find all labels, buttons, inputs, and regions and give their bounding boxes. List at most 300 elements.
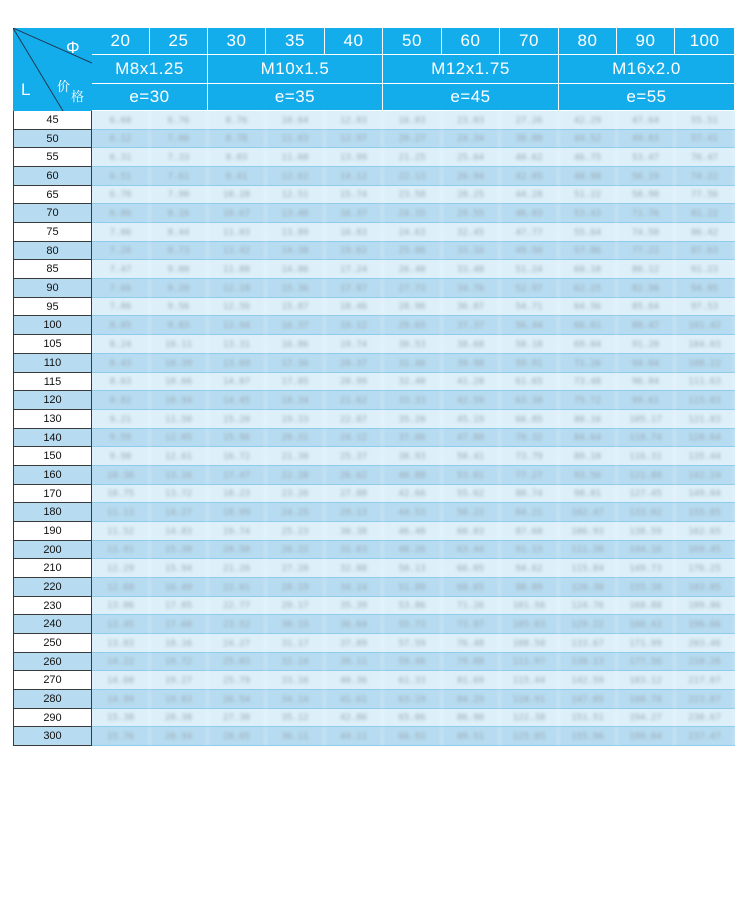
price-cell: 110.74 [617,429,675,447]
length-label: 200 [13,541,92,559]
price-cell: 9.59 [92,429,150,447]
length-label: 210 [13,559,92,578]
price-cell: 19.74 [208,522,266,541]
price-cell: 24.27 [208,634,266,653]
price-cell: 17.24 [325,260,383,279]
price-cell: 8.82 [92,391,150,410]
length-label: 95 [13,298,92,316]
price-cell: 63.44 [442,541,500,559]
price-cell: 26.40 [383,260,442,279]
price-cell: 28.25 [442,186,500,204]
e-value-header: e=55 [559,84,735,111]
price-cell: 39.98 [442,354,500,373]
price-cell: 84.21 [500,503,559,522]
price-cell: 94.62 [500,559,559,578]
price-cell: 16.37 [266,316,325,335]
price-cell: 115.84 [559,559,617,578]
price-cell: 28.19 [266,578,325,597]
price-cell: 70.32 [500,429,559,447]
price-cell: 16.37 [325,204,383,223]
length-label: 120 [13,391,92,410]
price-cell: 30.38 [325,522,383,541]
diameter-phi-symbol: Φ [66,38,80,57]
length-label: 80 [13,242,92,260]
price-cell: 124.76 [559,597,617,615]
price-cell: 17.05 [150,597,208,615]
price-cell: 138.13 [559,653,617,671]
price-cell: 18.16 [150,634,208,653]
price-cell: 14.60 [92,671,150,690]
price-cell: 14.45 [208,391,266,410]
length-label: 220 [13,578,92,597]
price-cell: 188.70 [617,690,675,709]
price-cell: 63.38 [500,391,559,410]
price-cell: 15.20 [208,410,266,429]
price-cell: 155.96 [559,727,617,746]
price-cell: 11.03 [208,223,266,242]
price-cell: 69.04 [559,335,617,354]
price-cell: 10.64 [266,111,325,130]
length-label: 160 [13,466,92,485]
price-cell: 15.74 [325,186,383,204]
price-cell: 11.50 [150,410,208,429]
price-cell: 9.21 [92,410,150,429]
price-cell: 7.61 [150,167,208,186]
price-cell: 84.64 [559,429,617,447]
price-cell: 22.28 [266,466,325,485]
price-cell: 40.62 [500,148,559,167]
price-cell: 48.26 [383,541,442,559]
length-label: 180 [13,503,92,522]
price-cell: 52.97 [500,279,559,298]
price-cell: 65.06 [383,709,442,727]
length-label: 280 [13,690,92,709]
price-cell: 138.59 [617,522,675,541]
price-cell: 16.86 [266,335,325,354]
price-cell: 73.87 [442,615,500,634]
price-cell: 27.88 [325,485,383,503]
price-cell: 55.62 [442,485,500,503]
length-label: 90 [13,279,92,298]
price-cell: 56.44 [500,316,559,335]
price-cell: 33.48 [442,260,500,279]
price-cell: 51.24 [500,260,559,279]
price-cell: 23.26 [266,485,325,503]
price-cell: 61.33 [383,671,442,690]
price-cell: 9.98 [92,447,150,466]
price-cell: 15.36 [266,279,325,298]
diameter-header: 20 [92,28,150,55]
price-cell: 94.85 [675,279,735,298]
price-cell: 133.02 [617,503,675,522]
price-cell: 19.27 [150,671,208,690]
price-cell: 23.52 [208,615,266,634]
price-cell: 8.16 [150,204,208,223]
price-cell: 53.01 [442,466,500,485]
price-cell: 37.37 [442,316,500,335]
price-cell: 196.66 [675,615,735,634]
price-cell: 176.25 [675,559,735,578]
price-cell: 24.35 [383,204,442,223]
price-cell: 147.05 [559,690,617,709]
price-cell: 20.99 [325,373,383,391]
price-cell: 8.76 [208,111,266,130]
price-cell: 57.86 [559,242,617,260]
price-cell: 7.06 [92,223,150,242]
price-cell: 210.26 [675,653,735,671]
price-cell: 28.96 [383,298,442,316]
price-cell: 68.65 [442,578,500,597]
price-label-char-2: 格 [71,89,85,104]
price-cell: 49.83 [617,130,675,148]
price-cell: 36.07 [442,298,500,316]
length-label: 270 [13,671,92,690]
price-cell: 77.56 [675,186,735,204]
price-cell: 115.44 [500,671,559,690]
price-cell: 76.48 [442,634,500,653]
price-cell: 6.51 [92,167,150,186]
price-cell: 8.78 [208,130,266,148]
price-cell: 155.30 [617,578,675,597]
price-cell: 24.12 [325,429,383,447]
price-cell: 18.34 [266,391,325,410]
price-cell: 80.74 [500,485,559,503]
price-cell: 98.09 [500,578,559,597]
price-cell: 21.26 [208,559,266,578]
price-table [13,28,735,746]
price-cell: 42.05 [500,167,559,186]
length-label: 110 [13,354,92,373]
price-cell: 27.73 [383,279,442,298]
price-cell: 91.15 [500,541,559,559]
price-cell: 102.47 [559,503,617,522]
price-cell: 12.18 [208,279,266,298]
price-cell: 12.03 [325,111,383,130]
price-cell: 71.76 [617,204,675,223]
price-cell: 35.20 [383,410,442,429]
diameter-header: 70 [500,28,559,55]
length-label: 140 [13,429,92,447]
price-cell: 19.33 [266,410,325,429]
price-cell: 11.91 [92,541,150,559]
price-cell: 199.84 [617,727,675,746]
price-cell: 14.99 [92,690,150,709]
price-cell: 10.11 [150,335,208,354]
e-value-header: e=30 [92,84,208,111]
price-cell: 13.83 [92,634,150,653]
price-cell: 169.45 [675,541,735,559]
price-cell: 82.90 [617,279,675,298]
price-cell: 16.03 [383,111,442,130]
price-cell: 11.03 [266,130,325,148]
price-cell: 32.40 [383,373,442,391]
price-cell: 6.70 [92,186,150,204]
price-cell: 151.51 [559,709,617,727]
price-cell: 81.22 [675,204,735,223]
price-cell: 15.96 [208,429,266,447]
price-cell: 111.63 [675,373,735,391]
price-cell: 98.01 [559,485,617,503]
price-cell: 108.50 [500,634,559,653]
price-cell: 73.48 [559,373,617,391]
price-cell: 18.23 [208,485,266,503]
price-cell: 166.43 [617,615,675,634]
price-cell: 19.12 [325,316,383,335]
price-cell: 115.03 [675,391,735,410]
price-cell: 23.58 [383,186,442,204]
price-cell: 33.16 [442,242,500,260]
price-cell: 8.44 [150,223,208,242]
price-cell: 46.75 [559,148,617,167]
price-cell: 20.50 [208,541,266,559]
price-cell: 86.42 [675,223,735,242]
price-cell: 58.18 [500,335,559,354]
price-cell: 9.00 [150,260,208,279]
price-cell: 11.60 [266,148,325,167]
price-cell: 7.06 [150,130,208,148]
price-cell: 7.47 [92,260,150,279]
price-cell: 6.12 [92,130,150,148]
price-cell: 125.85 [500,727,559,746]
price-cell: 144.16 [617,541,675,559]
price-cell: 16.49 [150,578,208,597]
price-cell: 39.11 [325,653,383,671]
price-cell: 9.28 [150,279,208,298]
price-cell: 17.85 [266,373,325,391]
price-cell: 13.45 [92,615,150,634]
price-cell: 64.56 [559,298,617,316]
price-cell: 12.62 [266,167,325,186]
price-cell: 75.72 [559,391,617,410]
price-cell: 20.27 [383,130,442,148]
price-cell: 20.31 [266,429,325,447]
price-cell: 42.59 [442,391,500,410]
length-label: 230 [13,597,92,615]
price-cell: 41.61 [325,690,383,709]
price-cell: 46.03 [500,204,559,223]
price-cell: 111.97 [500,653,559,671]
price-cell: 49.50 [500,242,559,260]
price-cell: 17.87 [325,279,383,298]
price-cell: 15.38 [150,541,208,559]
price-cell: 66.93 [383,727,442,746]
price-cell: 7.86 [92,298,150,316]
price-cell: 13.99 [325,148,383,167]
length-label: 130 [13,410,92,429]
price-cell: 20.37 [325,354,383,373]
price-cell: 7.33 [150,148,208,167]
diameter-header: 35 [266,28,325,55]
price-cell: 36.64 [325,615,383,634]
price-cell: 59.46 [383,653,442,671]
price-cell: 129.22 [559,615,617,634]
price-cell: 31.46 [383,354,442,373]
price-cell: 10.28 [208,186,266,204]
price-cell: 8.63 [92,373,150,391]
price-cell: 12.05 [150,429,208,447]
price-cell: 6.31 [92,148,150,167]
price-cell: 128.64 [675,429,735,447]
price-cell: 16.72 [208,447,266,466]
price-cell: 89.10 [559,447,617,466]
price-cell: 30.08 [500,130,559,148]
diameter-header: 90 [617,28,675,55]
diameter-header: 100 [675,28,735,55]
price-cell: 27.26 [500,111,559,130]
price-cell: 101.56 [500,597,559,615]
price-cell: 133.67 [559,634,617,653]
price-cell: 77.22 [617,242,675,260]
length-label: 100 [13,316,92,335]
price-cell: 21.62 [325,391,383,410]
price-cell: 85.64 [617,298,675,316]
price-cell: 29.17 [266,597,325,615]
price-cell: 121.88 [617,466,675,485]
price-cell: 16.83 [325,223,383,242]
price-cell: 13.16 [150,466,208,485]
price-cell: 44.53 [383,503,442,522]
price-cell: 40.80 [383,466,442,485]
price-cell: 26.22 [266,541,325,559]
price-cell: 25.23 [266,522,325,541]
price-cell: 118.91 [500,690,559,709]
price-cell: 37.89 [325,634,383,653]
price-cell: 12.51 [266,186,325,204]
price-cell: 30.53 [383,335,442,354]
price-cell: 94.04 [617,354,675,373]
price-cell: 32.88 [325,559,383,578]
price-cell: 15.38 [92,709,150,727]
price-cell: 11.13 [92,503,150,522]
price-cell: 11.80 [208,260,266,279]
length-label: 70 [13,204,92,223]
length-label: 115 [13,373,92,391]
price-cell: 51.22 [559,186,617,204]
price-cell: 26.94 [442,167,500,186]
price-cell: 47.77 [500,223,559,242]
price-cell: 77.27 [500,466,559,485]
price-cell: 58.90 [617,186,675,204]
price-cell: 57.59 [383,634,442,653]
price-cell: 105.03 [500,615,559,634]
price-cell: 149.04 [675,485,735,503]
price-cell: 10.75 [92,485,150,503]
price-cell: 48.98 [559,167,617,186]
length-label: 150 [13,447,92,466]
price-cell: 27.30 [208,709,266,727]
price-cell: 18.46 [325,298,383,316]
price-cell: 11.42 [208,242,266,260]
price-cell: 33.16 [266,671,325,690]
price-cell: 18.99 [208,503,266,522]
diameter-header: 30 [208,28,266,55]
price-cell: 22.01 [208,578,266,597]
price-cell: 24.34 [442,130,500,148]
diameter-header: 25 [150,28,208,55]
price-cell: 31.17 [266,634,325,653]
price-cell: 63.19 [383,690,442,709]
price-cell: 86.90 [442,709,500,727]
price-cell: 22.13 [383,167,442,186]
length-label: 170 [13,485,92,503]
price-cell: 12.61 [150,447,208,466]
price-cell: 108.22 [675,354,735,373]
price-cell: 13.89 [266,223,325,242]
price-cell: 57.41 [675,130,735,148]
price-cell: 14.22 [92,653,150,671]
price-cell: 62.25 [559,279,617,298]
price-cell: 21.25 [383,148,442,167]
price-cell: 9.03 [208,148,266,167]
price-cell: 183.05 [675,578,735,597]
length-label: 75 [13,223,92,242]
price-cell: 29.13 [325,503,383,522]
price-cell: 155.85 [675,503,735,522]
price-cell: 59.91 [500,354,559,373]
thread-header: M16x2.0 [559,55,735,84]
price-cell: 6.60 [92,111,150,130]
price-cell: 30.15 [266,615,325,634]
price-cell: 97.53 [675,298,735,316]
price-cell: 58.23 [442,503,500,522]
price-cell: 135.44 [675,447,735,466]
price-cell: 25.64 [442,148,500,167]
price-cell: 149.73 [617,559,675,578]
price-cell: 13.31 [208,335,266,354]
price-label-char-1: 价 [57,79,71,94]
price-cell: 32.45 [442,223,500,242]
price-cell: 14.86 [266,260,325,279]
price-cell: 32.14 [266,653,325,671]
price-cell: 47.80 [442,429,500,447]
length-label: 50 [13,130,92,148]
price-cell: 19.62 [325,242,383,260]
price-cell: 26.62 [325,466,383,485]
price-cell: 9.41 [208,167,266,186]
price-cell: 183.12 [617,671,675,690]
price-cell: 34.14 [325,578,383,597]
price-cell: 127.45 [617,485,675,503]
price-cell: 104.03 [675,335,735,354]
thread-header: M10x1.5 [208,55,383,84]
price-cell: 42.29 [559,111,617,130]
price-cell: 71.26 [442,597,500,615]
price-cell: 55.51 [675,111,735,130]
price-cell: 217.07 [675,671,735,690]
price-cell: 25.37 [325,447,383,466]
price-cell: 44.11 [325,727,383,746]
price-cell: 53.43 [559,204,617,223]
price-cell: 9.83 [150,316,208,335]
price-cell: 14.27 [150,503,208,522]
price-cell: 55.64 [559,223,617,242]
price-cell: 121.83 [675,410,735,429]
diameter-header: 40 [325,28,383,55]
price-cell: 12.68 [92,578,150,597]
length-label: 290 [13,709,92,727]
price-cell: 101.42 [675,316,735,335]
price-cell: 27.20 [266,559,325,578]
price-cell: 74.50 [617,223,675,242]
price-cell: 22.77 [208,597,266,615]
price-cell: 111.38 [559,541,617,559]
price-cell: 160.88 [617,597,675,615]
price-cell: 10.94 [150,391,208,410]
price-cell: 42.86 [325,709,383,727]
price-cell: 8.24 [92,335,150,354]
price-cell: 10.39 [150,354,208,373]
price-cell: 12.29 [92,559,150,578]
